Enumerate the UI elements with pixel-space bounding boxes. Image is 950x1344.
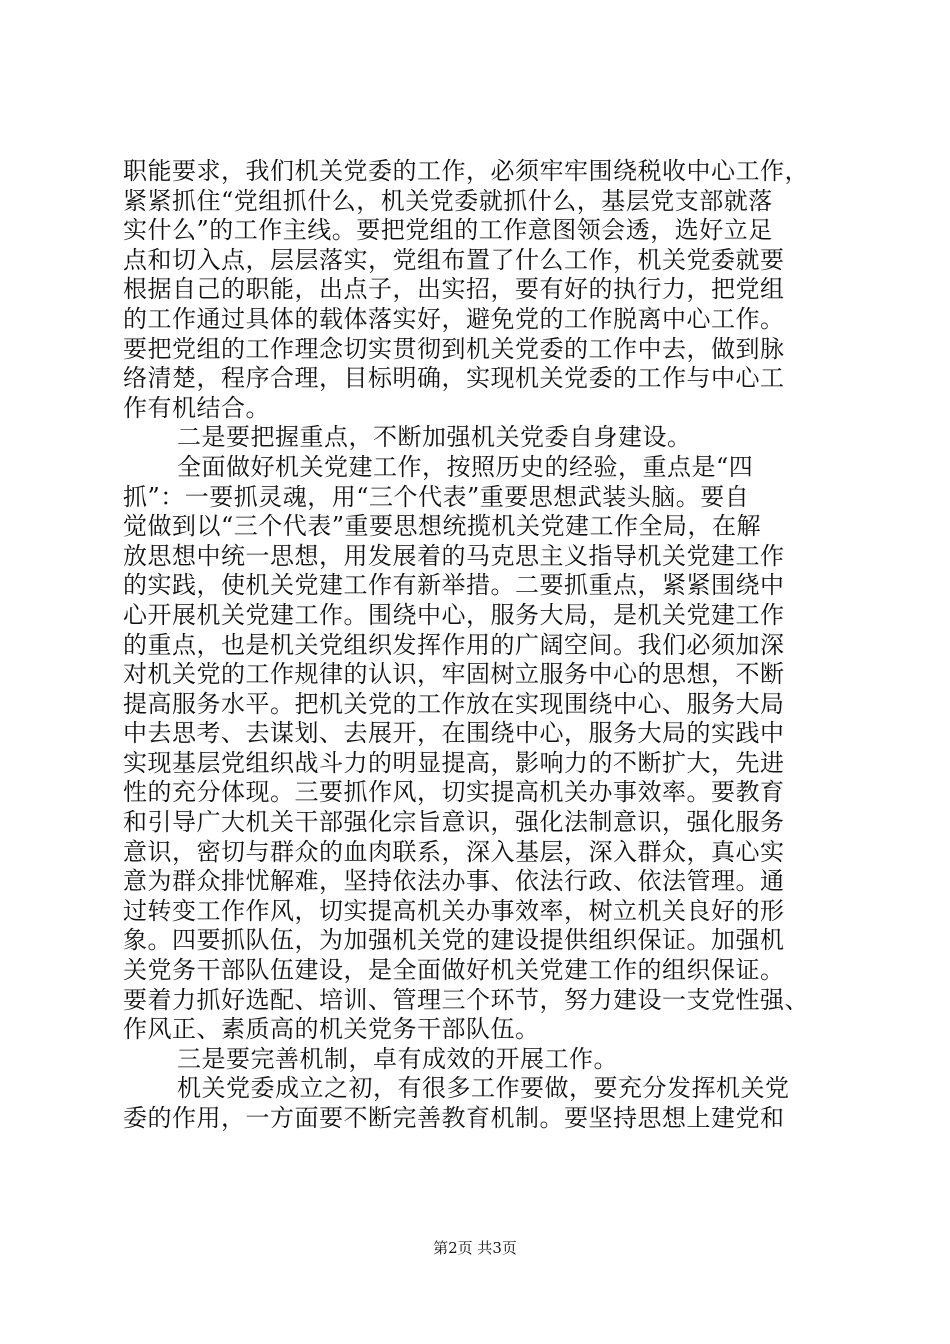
page-footer: 第2页 共3页 [433,1239,517,1257]
text-line: 委的作用，一方面要不断完善教育机制。要坚持思想上建党和 [123,1104,785,1132]
text-line: 作有机结合。 [123,393,270,422]
text-line: 要把党组的工作理念切实贯彻到机关党委的工作中去，做到脉 [123,334,785,363]
text-line: 作风正、素质高的机关党务干部队伍。 [123,1015,540,1044]
text-line: 根据自己的职能，出点子，出实招，要有好的执行力，把党组 [123,275,785,304]
text-line: 意为群众排忧解难，坚持依法办事、依法行政、依法管理。通 [123,867,785,896]
text-line: 的重点，也是机关党组织发挥作用的广阔空间。我们必须加深 [123,630,785,659]
text-line: 三是要完善机制，卓有成效的开展工作。 [177,1044,618,1073]
text-line: 象。四要抓队伍，为加强机关党的建设提供组织保证。加强机 [123,926,785,955]
text-line: 心开展机关党建工作。围绕中心，服务大局，是机关党建工作 [123,600,785,629]
text-line: 职能要求，我们机关党委的工作，必须牢牢围绕税收中心工作， [123,157,809,185]
text-line: 的实践，使机关党建工作有新举措。二要抓重点，紧紧围绕中 [123,571,785,600]
text-line: 中去思考、去谋划、去展开，在围绕中心，服务大局的实践中 [123,719,785,748]
text-line: 意识，密切与群众的血肉联系，深入基层，深入群众，真心实 [123,837,785,866]
text-line: 关党务干部队伍建设，是全面做好机关党建工作的组织保证。 [123,956,785,985]
text-line: 紧紧抓住“党组抓什么，机关党委就抓什么，基层党支部就落 [123,186,773,215]
text-line: 全面做好机关党建工作，按照历史的经验，重点是“四 [177,452,754,481]
text-line: 实什么”的工作主线。要把党组的工作意图领会透，选好立足 [123,216,773,245]
text-line: 实现基层党组织战斗力的明显提高，影响力的不断扩大，先进 [123,748,785,777]
text-line: 放思想中统一思想，用发展着的马克思主义指导机关党建工作 [123,541,785,570]
text-line: 机关党委成立之初，有很多工作要做，要充分发挥机关党 [177,1074,790,1103]
text-line: 觉做到以“三个代表”重要思想统揽机关党建工作全局，在解 [123,512,762,541]
text-line: 的工作通过具体的载体落实好，避免党的工作脱离中心工作。 [123,304,785,333]
text-line: 络清楚，程序合理，目标明确，实现机关党委的工作与中心工 [123,364,785,393]
text-line: 抓”：一要抓灵魂，用“三个代表”重要思想武装头脑。要自 [123,482,750,511]
body-text [123,157,833,1134]
text-line: 提高服务水平。把机关党的工作放在实现围绕中心、服务大局 [123,689,785,718]
text-line: 过转变工作作风，切实提高机关办事效率，树立机关良好的形 [123,896,785,925]
text-line: 对机关党的工作规律的认识，牢固树立服务中心的思想，不断 [123,660,785,689]
text-line: 性的充分体现。三要抓作风，切实提高机关办事效率。要教育 [123,778,785,807]
text-line: 要着力抓好选配、培训、管理三个环节，努力建设一支党性强、 [123,985,809,1014]
text-line: 点和切入点，层层落实，党组布置了什么工作，机关党委就要 [123,245,785,274]
text-line: 和引导广大机关干部强化宗旨意识，强化法制意识，强化服务 [123,808,785,837]
text-line: 二是要把握重点，不断加强机关党委自身建设。 [177,423,692,452]
